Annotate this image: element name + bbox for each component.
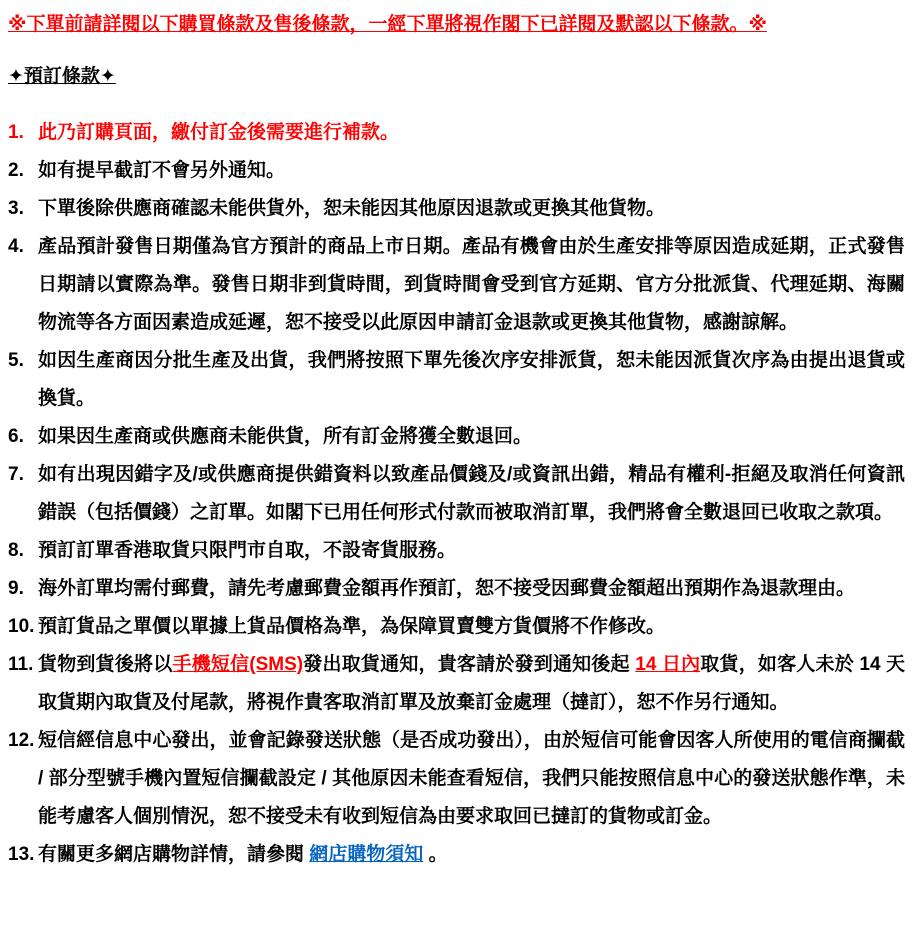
term-item: [8, 836, 905, 874]
pickup-deadline-highlight: 14 日內: [635, 654, 701, 675]
term-number: 10.: [8, 616, 35, 637]
term-text: 下單後除供應商確認未能供貨外，恕未能因其他原因退款或更換其他貨物。: [38, 198, 666, 219]
term-number: 1.: [8, 122, 24, 143]
term-item: [8, 608, 905, 646]
term-text-segment: 有關更多網店購物詳情，請參閱: [38, 844, 310, 865]
term-number: 9.: [8, 578, 24, 599]
term-item: [8, 646, 905, 722]
term-text: 如有提早截訂不會另外通知。: [38, 160, 286, 181]
term-number: 5.: [8, 350, 24, 371]
term-item: [8, 532, 905, 570]
term-number: 7.: [8, 464, 24, 485]
term-text: 如果因生產商或供應商未能供貨，所有訂金將獲全數退回。: [38, 426, 533, 447]
term-text: 此乃訂購頁面，繳付訂金後需要進行補款。: [38, 122, 400, 143]
terms-list: [8, 114, 905, 874]
term-item: [8, 456, 905, 532]
term-text: 如有出現因錯字及/或供應商提供錯資料以致產品價錢及/或資訊出錯，精品有權利-拒絕及取消任何資訊錯誤（包括價錢）之訂單。如閣下已用任何形式付款而被取消訂單，我們將會全數退回已收取之款項。: [38, 464, 905, 523]
term-text: 如因生產商因分批生產及出貨，我們將按照下單先後次序安排派貨，恕未能因派貨次序為由提出退貨或換貨。: [38, 350, 905, 409]
term-number: 8.: [8, 540, 24, 561]
term-text: 短信經信息中心發出，並會記錄發送狀態（是否成功發出），由於短信可能會因客人所使用的電信商攔截 / 部分型號手機內置短信攔截設定 / 其他原因未能查看短信，我們只能按照信息中心的發送狀態作準，未能考慮客人個別情況，恕不接受未有收到短信為由要求取回已撻訂的貨物或訂金。: [38, 730, 905, 827]
sms-notice-highlight: 手機短信(SMS): [172, 654, 304, 675]
term-number: 2.: [8, 160, 24, 181]
term-number: 6.: [8, 426, 24, 447]
term-text-segment: 貨物到貨後將以: [38, 654, 173, 675]
term-text: 預訂貨品之單價以單據上貨品價格為準，為保障買賣雙方貨價將不作修改。: [38, 616, 666, 637]
term-item: [8, 228, 905, 342]
term-text-segment: 發出取貨通知，貴客請於發到通知後起: [303, 654, 636, 675]
term-text: 海外訂單均需付郵費，請先考慮郵費金額再作預訂，恕不接受因郵費金額超出預期作為退款理由。: [38, 578, 856, 599]
term-number: 13.: [8, 844, 35, 865]
term-item: [8, 722, 905, 836]
term-item: [8, 342, 905, 418]
purchase-terms-notice: ※下單前請詳閱以下購買條款及售後條款，一經下單將視作閣下已詳閱及默認以下條款。※: [8, 14, 767, 35]
term-number: 3.: [8, 198, 24, 219]
store-shopping-guide-link[interactable]: 網店購物須知: [309, 844, 424, 865]
preorder-terms-section-title: ✦預訂條款✦: [8, 66, 116, 87]
term-item: [8, 570, 905, 608]
term-number: 12.: [8, 730, 35, 751]
term-text: [38, 836, 905, 874]
term-item: [8, 152, 905, 190]
term-text: 產品預計發售日期僅為官方預計的商品上市日期。產品有機會由於生產安排等原因造成延期，正式發售日期請以實際為準。發售日期非到貨時間，到貨時間會受到官方延期、官方分批派貨、代理延期、海關物流等各方面因素造成延遲，恕不接受以此原因申請訂金退款或更換其他貨物，感謝諒解。: [38, 236, 905, 333]
term-item: [8, 190, 905, 228]
term-item: [8, 418, 905, 456]
term-text-segment: 。: [423, 844, 448, 865]
term-text: [38, 646, 905, 722]
term-item: [8, 114, 905, 152]
term-text-segment: 取貨，如客人未於 14 天取貨期內取貨及付尾款，將視作貴客取消訂單及放棄訂金處理（撻訂），恕不作另行通知。: [38, 654, 906, 713]
term-number: 4.: [8, 236, 24, 257]
term-text: 預訂訂單香港取貨只限門市自取，不設寄貨服務。: [38, 540, 457, 561]
term-number: 11.: [8, 654, 34, 675]
